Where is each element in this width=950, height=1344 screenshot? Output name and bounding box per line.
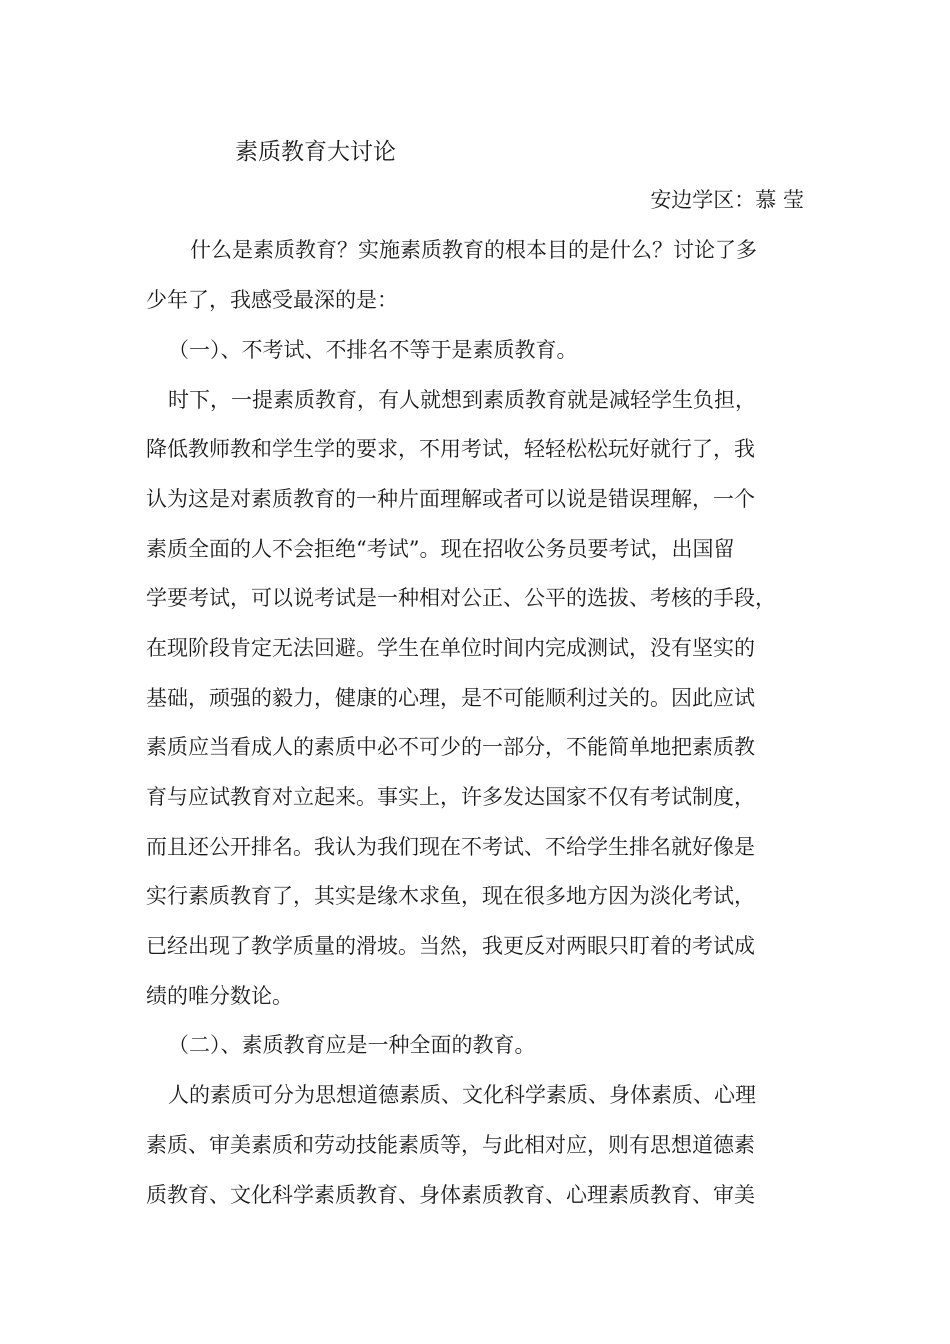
paragraph-line: 育与应试教育对立起来。事实上，许多发达国家不仅有考试制度， <box>146 785 755 809</box>
paragraph-line: 在现阶段肯定无法回避。学生在单位时间内完成测试，没有坚实的 <box>146 636 755 660</box>
paragraph-line: 基础，顽强的毅力，健康的心理，是不可能顺利过关的。因此应试 <box>146 686 755 710</box>
paragraph-line: 素质应当看成人的素质中必不可少的一部分，不能简单地把素质教 <box>146 735 755 759</box>
paragraph-line: 时下，一提素质教育，有人就想到素质教育就是减轻学生负担， <box>168 388 756 412</box>
paragraph-line: 学要考试，可以说考试是一种相对公正、公平的选拔、考核的手段， <box>146 586 776 610</box>
author-line: 安边学区：慕 莹 <box>650 188 804 212</box>
paragraph-line: 绩的唯分数论。 <box>146 984 293 1008</box>
document-title: 素质教育大讨论 <box>235 139 396 165</box>
paragraph-line: 人的素质可分为思想道德素质、文化科学素质、身体素质、心理 <box>168 1083 756 1107</box>
paragraph-line: 少年了，我感受最深的是： <box>146 288 398 312</box>
paragraph-line: 什么是素质教育？实施素质教育的根本目的是什么？讨论了多 <box>190 238 757 262</box>
paragraph-line: 实行素质教育了，其实是缘木求鱼，现在很多地方因为淡化考试， <box>146 884 755 908</box>
paragraph-line: 素质全面的人不会拒绝“考试”。现在招收公务员要考试，出国留 <box>146 537 735 561</box>
paragraph-line: 质教育、文化科学素质教育、身体素质教育、心理素质教育、审美 <box>146 1183 755 1207</box>
paragraph-line: 降低教师教和学生学的要求，不用考试，轻轻松松玩好就行了，我 <box>146 437 755 461</box>
section-heading: （二）、素质教育应是一种全面的教育。 <box>168 1033 536 1057</box>
paragraph-line: 而且还公开排名。我认为我们现在不考试、不给学生排名就好像是 <box>146 835 755 859</box>
section-heading: （一）、不考试、不排名不等于是素质教育。 <box>168 338 578 362</box>
paragraph-line: 认为这是对素质教育的一种片面理解或者可以说是错误理解，一个 <box>146 487 755 511</box>
paragraph-line: 已经出现了教学质量的滑坡。当然，我更反对两眼只盯着的考试成 <box>146 934 755 958</box>
paragraph-line: 素质、审美素质和劳动技能素质等，与此相对应，则有思想道德素 <box>146 1133 755 1157</box>
